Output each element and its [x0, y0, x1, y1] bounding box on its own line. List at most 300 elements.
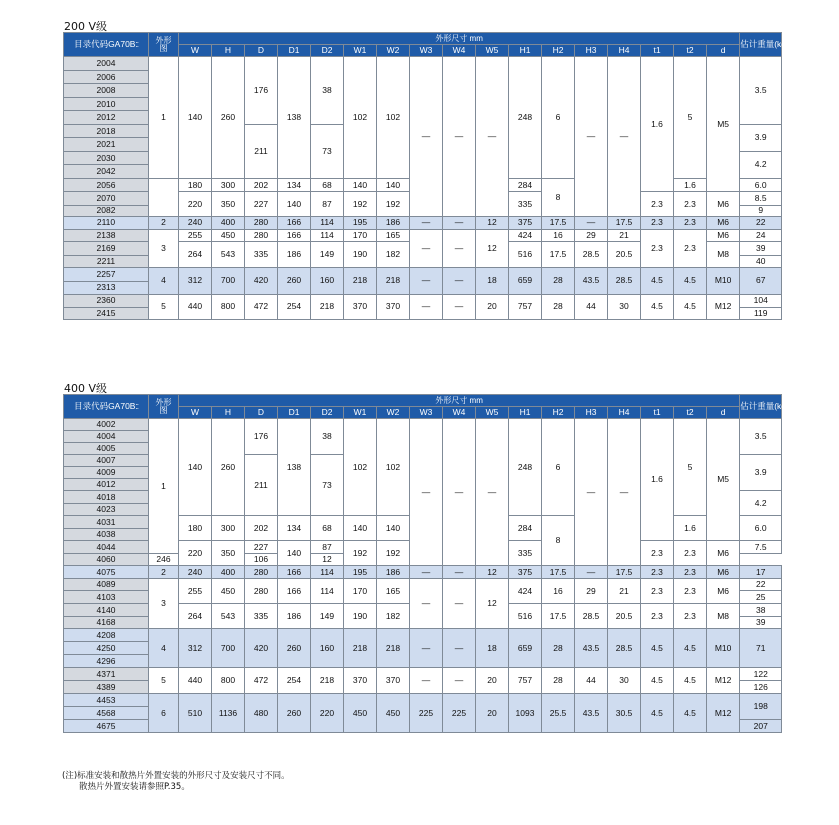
model-code: 4060: [64, 554, 149, 566]
col-header-h3: H3: [575, 407, 608, 419]
cell-w1: 218: [344, 267, 377, 294]
cell-weight: 24: [740, 229, 782, 241]
cell-h3: 28.5: [575, 604, 608, 629]
col-header-w4: W4: [443, 45, 476, 57]
cell-d-bolt: M5: [707, 57, 740, 192]
cell-w1: 190: [344, 604, 377, 629]
cell-d: 480: [245, 694, 278, 733]
cell-w3: 225: [410, 694, 443, 733]
cell-d: 280: [245, 229, 278, 241]
cell-w2: 192: [377, 541, 410, 566]
cell-w1: 140: [344, 516, 377, 541]
cell-d: 227: [245, 541, 278, 554]
cell-d-bolt: M6: [707, 579, 740, 604]
cell-h: 450: [212, 579, 245, 604]
cell-h2: 28: [542, 629, 575, 668]
cell-d: 420: [245, 267, 278, 294]
cell-w: 264: [179, 604, 212, 629]
cell-weight: 71: [740, 629, 782, 668]
cell-h: 260: [212, 419, 245, 516]
cell-w3: —: [410, 294, 443, 319]
cell-w1: 140: [344, 178, 377, 192]
cell-w4: —: [443, 579, 476, 629]
cell-d2: 160: [311, 267, 344, 294]
col-header-w5: W5: [476, 407, 509, 419]
cell-d1: 138: [278, 419, 311, 516]
cell-w: 255: [179, 229, 212, 241]
cell-t1: 2.3: [641, 604, 674, 629]
cell-d-bolt: M6: [707, 192, 740, 217]
header-weight: 估计重量(kg): [740, 33, 782, 57]
cell-d: 335: [245, 604, 278, 629]
col-header-d: d: [707, 45, 740, 57]
col-header-w3: W3: [410, 407, 443, 419]
cell-weight: 22: [740, 216, 782, 229]
cell-d-bolt: M5: [707, 419, 740, 541]
cell-d2: 114: [311, 216, 344, 229]
cell-d: 176: [245, 419, 278, 455]
cell-w4: —: [443, 216, 476, 229]
model-code: 2018: [64, 124, 149, 138]
cell-w3: —: [410, 668, 443, 694]
model-code: 2211: [64, 255, 149, 267]
cell-d1: 186: [278, 241, 311, 267]
cell-h2: 17.5: [542, 566, 575, 579]
model-code: 4675: [64, 720, 149, 733]
cell-d: 472: [245, 668, 278, 694]
cell-d: 246: [149, 554, 179, 566]
cell-h4: 21: [608, 579, 641, 604]
cell-d1: 166: [278, 566, 311, 579]
model-code: 4002: [64, 419, 149, 431]
cell-w3: —: [410, 229, 443, 267]
cell-t2: 4.5: [674, 267, 707, 294]
cell-t2: 2.3: [674, 604, 707, 629]
cell-h3: —: [575, 566, 608, 579]
cell-w2: 370: [377, 668, 410, 694]
cell-w: 140: [179, 419, 212, 516]
model-code: 4044: [64, 541, 149, 554]
header-weight: 估计重量(kg): [740, 395, 782, 419]
col-header-d2: D2: [311, 45, 344, 57]
cell-w4: —: [443, 267, 476, 294]
cell-w1: 102: [344, 419, 377, 516]
cell-h3: —: [575, 57, 608, 217]
cell-weight: 7.5: [740, 541, 782, 554]
cell-w1: 370: [344, 668, 377, 694]
cell-h1: 375: [509, 566, 542, 579]
cell-w1: 218: [344, 629, 377, 668]
cell-h: 800: [212, 668, 245, 694]
cell-d: 335: [245, 241, 278, 267]
cell-d2: 114: [311, 566, 344, 579]
cell-w5: 18: [476, 629, 509, 668]
model-code: 4007: [64, 455, 149, 467]
cell-d1: 140: [278, 541, 311, 566]
cell-d: 280: [245, 216, 278, 229]
model-code: 4009: [64, 467, 149, 479]
cell-h4: 28.5: [608, 267, 641, 294]
cell-weight: 39: [740, 241, 782, 255]
cell-t1: 2.3: [641, 229, 674, 267]
cell-w1: 102: [344, 57, 377, 179]
cell-d1: 166: [278, 229, 311, 241]
cell-h1: 335: [509, 192, 542, 217]
cell-h: 400: [212, 566, 245, 579]
cell-h3: 29: [575, 579, 608, 604]
cell-weight: 12: [311, 554, 344, 566]
cell-d-bolt: M12: [707, 694, 740, 733]
fig-cell: 1: [149, 419, 179, 554]
cell-w: 140: [179, 57, 212, 179]
col-header-d1: D1: [278, 45, 311, 57]
cell-d2: 87: [311, 541, 344, 554]
model-code: 4031: [64, 516, 149, 529]
col-header-t2: t2: [674, 45, 707, 57]
cell-d1: 134: [278, 178, 311, 192]
cell-w2: 165: [377, 579, 410, 604]
cell-w4: —: [443, 229, 476, 267]
model-code: 2082: [64, 205, 149, 216]
cell-h: 300: [212, 516, 245, 541]
cell-t2: 2.3: [674, 192, 707, 217]
cell-h1: 659: [509, 267, 542, 294]
cell-t1: 1.6: [641, 57, 674, 192]
cell-d: 202: [245, 516, 278, 541]
cell-w3: —: [410, 566, 443, 579]
cell-h3: 28.5: [575, 241, 608, 267]
col-header-w2: W2: [377, 45, 410, 57]
cell-w5: 12: [476, 229, 509, 267]
cell-w2: 192: [377, 192, 410, 217]
cell-h: 350: [212, 192, 245, 217]
cell-h2: 16: [542, 229, 575, 241]
col-header-d: D: [245, 45, 278, 57]
model-code: 2042: [64, 165, 149, 179]
model-code: 2006: [64, 70, 149, 84]
model-code: 2110: [64, 216, 149, 229]
cell-w4: 225: [443, 694, 476, 733]
cell-h: 543: [212, 604, 245, 629]
cell-d2: 218: [311, 668, 344, 694]
cell-d2: 73: [311, 124, 344, 178]
section-title-200v: 200 V级: [64, 20, 108, 33]
cell-h4: 17.5: [608, 566, 641, 579]
cell-h1: 516: [509, 604, 542, 629]
cell-weight: 40: [740, 255, 782, 267]
model-code: 4453: [64, 694, 149, 707]
cell-w: 240: [179, 566, 212, 579]
cell-d-bolt: M12: [707, 294, 740, 319]
col-header-w5: W5: [476, 45, 509, 57]
cell-h4: 30: [608, 294, 641, 319]
cell-t2: 5: [674, 57, 707, 179]
cell-w2: 140: [377, 178, 410, 192]
fig-cell: 5: [149, 668, 179, 694]
col-header-h: H: [212, 45, 245, 57]
table-row: [64, 216, 782, 229]
fig-cell: 1: [149, 57, 179, 179]
model-code: 2012: [64, 111, 149, 125]
cell-weight: 104: [740, 294, 782, 307]
cell-d2: 73: [311, 455, 344, 516]
model-code: 2070: [64, 192, 149, 206]
cell-t2: 2.3: [674, 579, 707, 604]
cell-d: 472: [245, 294, 278, 319]
cell-weight: 67: [740, 267, 782, 294]
cell-d: 280: [245, 566, 278, 579]
cell-w: 440: [179, 668, 212, 694]
model-code: 4005: [64, 443, 149, 455]
cell-w2: 140: [377, 516, 410, 541]
cell-h1: 375: [509, 216, 542, 229]
model-code: 4103: [64, 591, 149, 604]
model-code: 4371: [64, 668, 149, 681]
cell-w4: —: [443, 294, 476, 319]
col-header-t1: t1: [641, 407, 674, 419]
cell-w2: 102: [377, 57, 410, 179]
cell-w5: 18: [476, 267, 509, 294]
cell-d2: 114: [311, 229, 344, 241]
spec-table-400v: [63, 394, 789, 733]
model-code: 2008: [64, 84, 149, 98]
cell-w1: 195: [344, 216, 377, 229]
cell-h4: 17.5: [608, 216, 641, 229]
cell-d: 420: [245, 629, 278, 668]
footnote: [62, 771, 290, 793]
model-code: 2257: [64, 267, 149, 281]
fig-cell: 2: [149, 566, 179, 579]
cell-t2: 2.3: [674, 541, 707, 566]
cell-w2: 218: [377, 629, 410, 668]
cell-d1: 134: [278, 516, 311, 541]
cell-weight: 38: [740, 604, 782, 617]
cell-h3: 29: [575, 229, 608, 241]
cell-h1: 248: [509, 57, 542, 179]
model-code: 4075: [64, 566, 149, 579]
cell-t2: 4.5: [674, 294, 707, 319]
cell-h4: 30.5: [608, 694, 641, 733]
model-code: 4568: [64, 707, 149, 720]
header-outline: 外形 图: [149, 33, 179, 57]
cell-w5: —: [476, 57, 509, 217]
cell-weight: 119: [740, 307, 782, 319]
cell-w5: 12: [476, 566, 509, 579]
cell-h2: 16: [542, 579, 575, 604]
cell-w3: —: [410, 216, 443, 229]
fig-cell: 4: [149, 629, 179, 668]
cell-h3: —: [575, 419, 608, 566]
model-code: 2138: [64, 229, 149, 241]
cell-t1: 1.6: [641, 419, 674, 541]
cell-h3: 44: [575, 668, 608, 694]
cell-weight: 9: [740, 205, 782, 216]
cell-h2: 17.5: [542, 241, 575, 267]
cell-h3: —: [575, 216, 608, 229]
cell-h2: 28: [542, 668, 575, 694]
fig-cell: 5: [149, 294, 179, 319]
cell-w2: 186: [377, 216, 410, 229]
cell-h: 700: [212, 267, 245, 294]
cell-d2: 106: [245, 554, 278, 566]
header-code: 目录代码GA70B⁚⁚: [64, 33, 149, 57]
cell-w5: —: [476, 419, 509, 566]
cell-h3: 44: [575, 294, 608, 319]
cell-d-bolt: M8: [707, 241, 740, 267]
cell-d2: 149: [311, 604, 344, 629]
cell-d: 211: [245, 455, 278, 516]
cell-weight: 207: [740, 720, 782, 733]
model-code: 2010: [64, 97, 149, 111]
cell-w1: 190: [344, 241, 377, 267]
cell-t2: 2.3: [674, 216, 707, 229]
section-title-400v: 400 V级: [64, 382, 108, 395]
col-header-h2: H2: [542, 407, 575, 419]
model-code: 2169: [64, 241, 149, 255]
cell-h1: 659: [509, 629, 542, 668]
cell-d2: 218: [311, 294, 344, 319]
spec-table-200v: [63, 32, 789, 320]
fig-cell: 2: [149, 216, 179, 229]
model-code: 4023: [64, 504, 149, 516]
model-code: 4012: [64, 479, 149, 491]
cell-weight: 17: [740, 566, 782, 579]
cell-t2: 2.3: [674, 229, 707, 267]
col-header-w1: W1: [344, 407, 377, 419]
cell-d1: 260: [278, 629, 311, 668]
cell-h2: 8: [542, 516, 575, 566]
model-code: 4018: [64, 491, 149, 504]
col-header-d2: D2: [311, 407, 344, 419]
cell-h: 1136: [212, 694, 245, 733]
cell-d: 211: [245, 124, 278, 178]
fig-cell: 4: [149, 267, 179, 294]
fig-cell: [149, 178, 179, 216]
cell-t2: 2.3: [674, 566, 707, 579]
model-code: 4168: [64, 617, 149, 629]
model-code: 2360: [64, 294, 149, 307]
model-code: 2056: [64, 178, 149, 192]
cell-weight: 8.5: [740, 192, 782, 206]
col-header-d1: D1: [278, 407, 311, 419]
cell-h1: 248: [509, 419, 542, 516]
cell-w3: —: [410, 57, 443, 217]
cell-d: 202: [245, 178, 278, 192]
cell-h: 260: [212, 57, 245, 179]
cell-h1: 284: [509, 178, 542, 192]
cell-d1: 186: [278, 604, 311, 629]
cell-h2: 17.5: [542, 216, 575, 229]
footnote-line-2: 散热片外置安装请参照P.35。: [79, 782, 190, 792]
cell-h: 300: [212, 178, 245, 192]
cell-d-bolt: M6: [707, 541, 740, 566]
cell-d-bolt: M6: [707, 229, 740, 241]
cell-h1: 516: [509, 241, 542, 267]
cell-w4: —: [443, 57, 476, 217]
cell-h2: 25.5: [542, 694, 575, 733]
col-header-h3: H3: [575, 45, 608, 57]
cell-h1: 757: [509, 668, 542, 694]
cell-h3: 43.5: [575, 267, 608, 294]
cell-h1: 424: [509, 229, 542, 241]
col-header-h4: H4: [608, 407, 641, 419]
cell-d2: 68: [311, 516, 344, 541]
cell-h1: 284: [509, 516, 542, 541]
fig-cell: 3: [149, 229, 179, 267]
cell-t2: 4.5: [674, 668, 707, 694]
cell-h4: 20.5: [608, 241, 641, 267]
cell-d-bolt: M10: [707, 629, 740, 668]
cell-h: 450: [212, 229, 245, 241]
cell-w4: —: [443, 566, 476, 579]
cell-d2: 114: [311, 579, 344, 604]
cell-w: 220: [179, 541, 212, 566]
cell-weight: 25: [740, 591, 782, 604]
model-code: 4250: [64, 642, 149, 655]
cell-w3: —: [410, 419, 443, 566]
cell-h2: 28: [542, 267, 575, 294]
cell-w1: 450: [344, 694, 377, 733]
cell-weight: 6.0: [740, 516, 782, 541]
cell-w5: 20: [476, 694, 509, 733]
cell-w5: 12: [476, 579, 509, 629]
cell-t1: 4.5: [641, 267, 674, 294]
cell-w2: 102: [377, 419, 410, 516]
col-header-w: W: [179, 407, 212, 419]
cell-h1: 1093: [509, 694, 542, 733]
cell-w3: —: [410, 629, 443, 668]
cell-h2: 8: [542, 178, 575, 216]
dotted-box-icon: ⁚⁚: [135, 403, 138, 411]
cell-t1: 4.5: [641, 668, 674, 694]
cell-t1: 2.3: [641, 192, 674, 217]
cell-w5: 20: [476, 668, 509, 694]
header-dims-group: 外形尺寸 mm: [179, 395, 740, 407]
col-header-d: d: [707, 407, 740, 419]
cell-w: 255: [179, 579, 212, 604]
cell-t1: 4.5: [641, 294, 674, 319]
cell-w4: —: [443, 419, 476, 566]
cell-h2: 17.5: [542, 604, 575, 629]
cell-d1: 140: [278, 192, 311, 217]
cell-w: 312: [179, 629, 212, 668]
cell-d2: 149: [311, 241, 344, 267]
model-code: 4208: [64, 629, 149, 642]
cell-t2: 4.5: [674, 694, 707, 733]
col-header-t1: t1: [641, 45, 674, 57]
cell-h3: 43.5: [575, 629, 608, 668]
cell-w: 312: [179, 267, 212, 294]
cell-w: 510: [179, 694, 212, 733]
cell-t2: 4.5: [674, 629, 707, 668]
cell-d: 227: [245, 192, 278, 217]
col-header-w: W: [179, 45, 212, 57]
cell-h4: 21: [608, 229, 641, 241]
cell-w1: 170: [344, 229, 377, 241]
model-code: 4089: [64, 579, 149, 591]
cell-d2: 68: [311, 178, 344, 192]
cell-d-bolt: M6: [707, 566, 740, 579]
model-code: 4004: [64, 431, 149, 443]
cell-w2: 370: [377, 294, 410, 319]
cell-h: 700: [212, 629, 245, 668]
cell-h: 350: [212, 541, 245, 566]
cell-w: 240: [179, 216, 212, 229]
cell-w: 180: [179, 178, 212, 192]
cell-h3: 43.5: [575, 694, 608, 733]
cell-weight: 3.5: [740, 419, 782, 455]
cell-w1: 170: [344, 579, 377, 604]
